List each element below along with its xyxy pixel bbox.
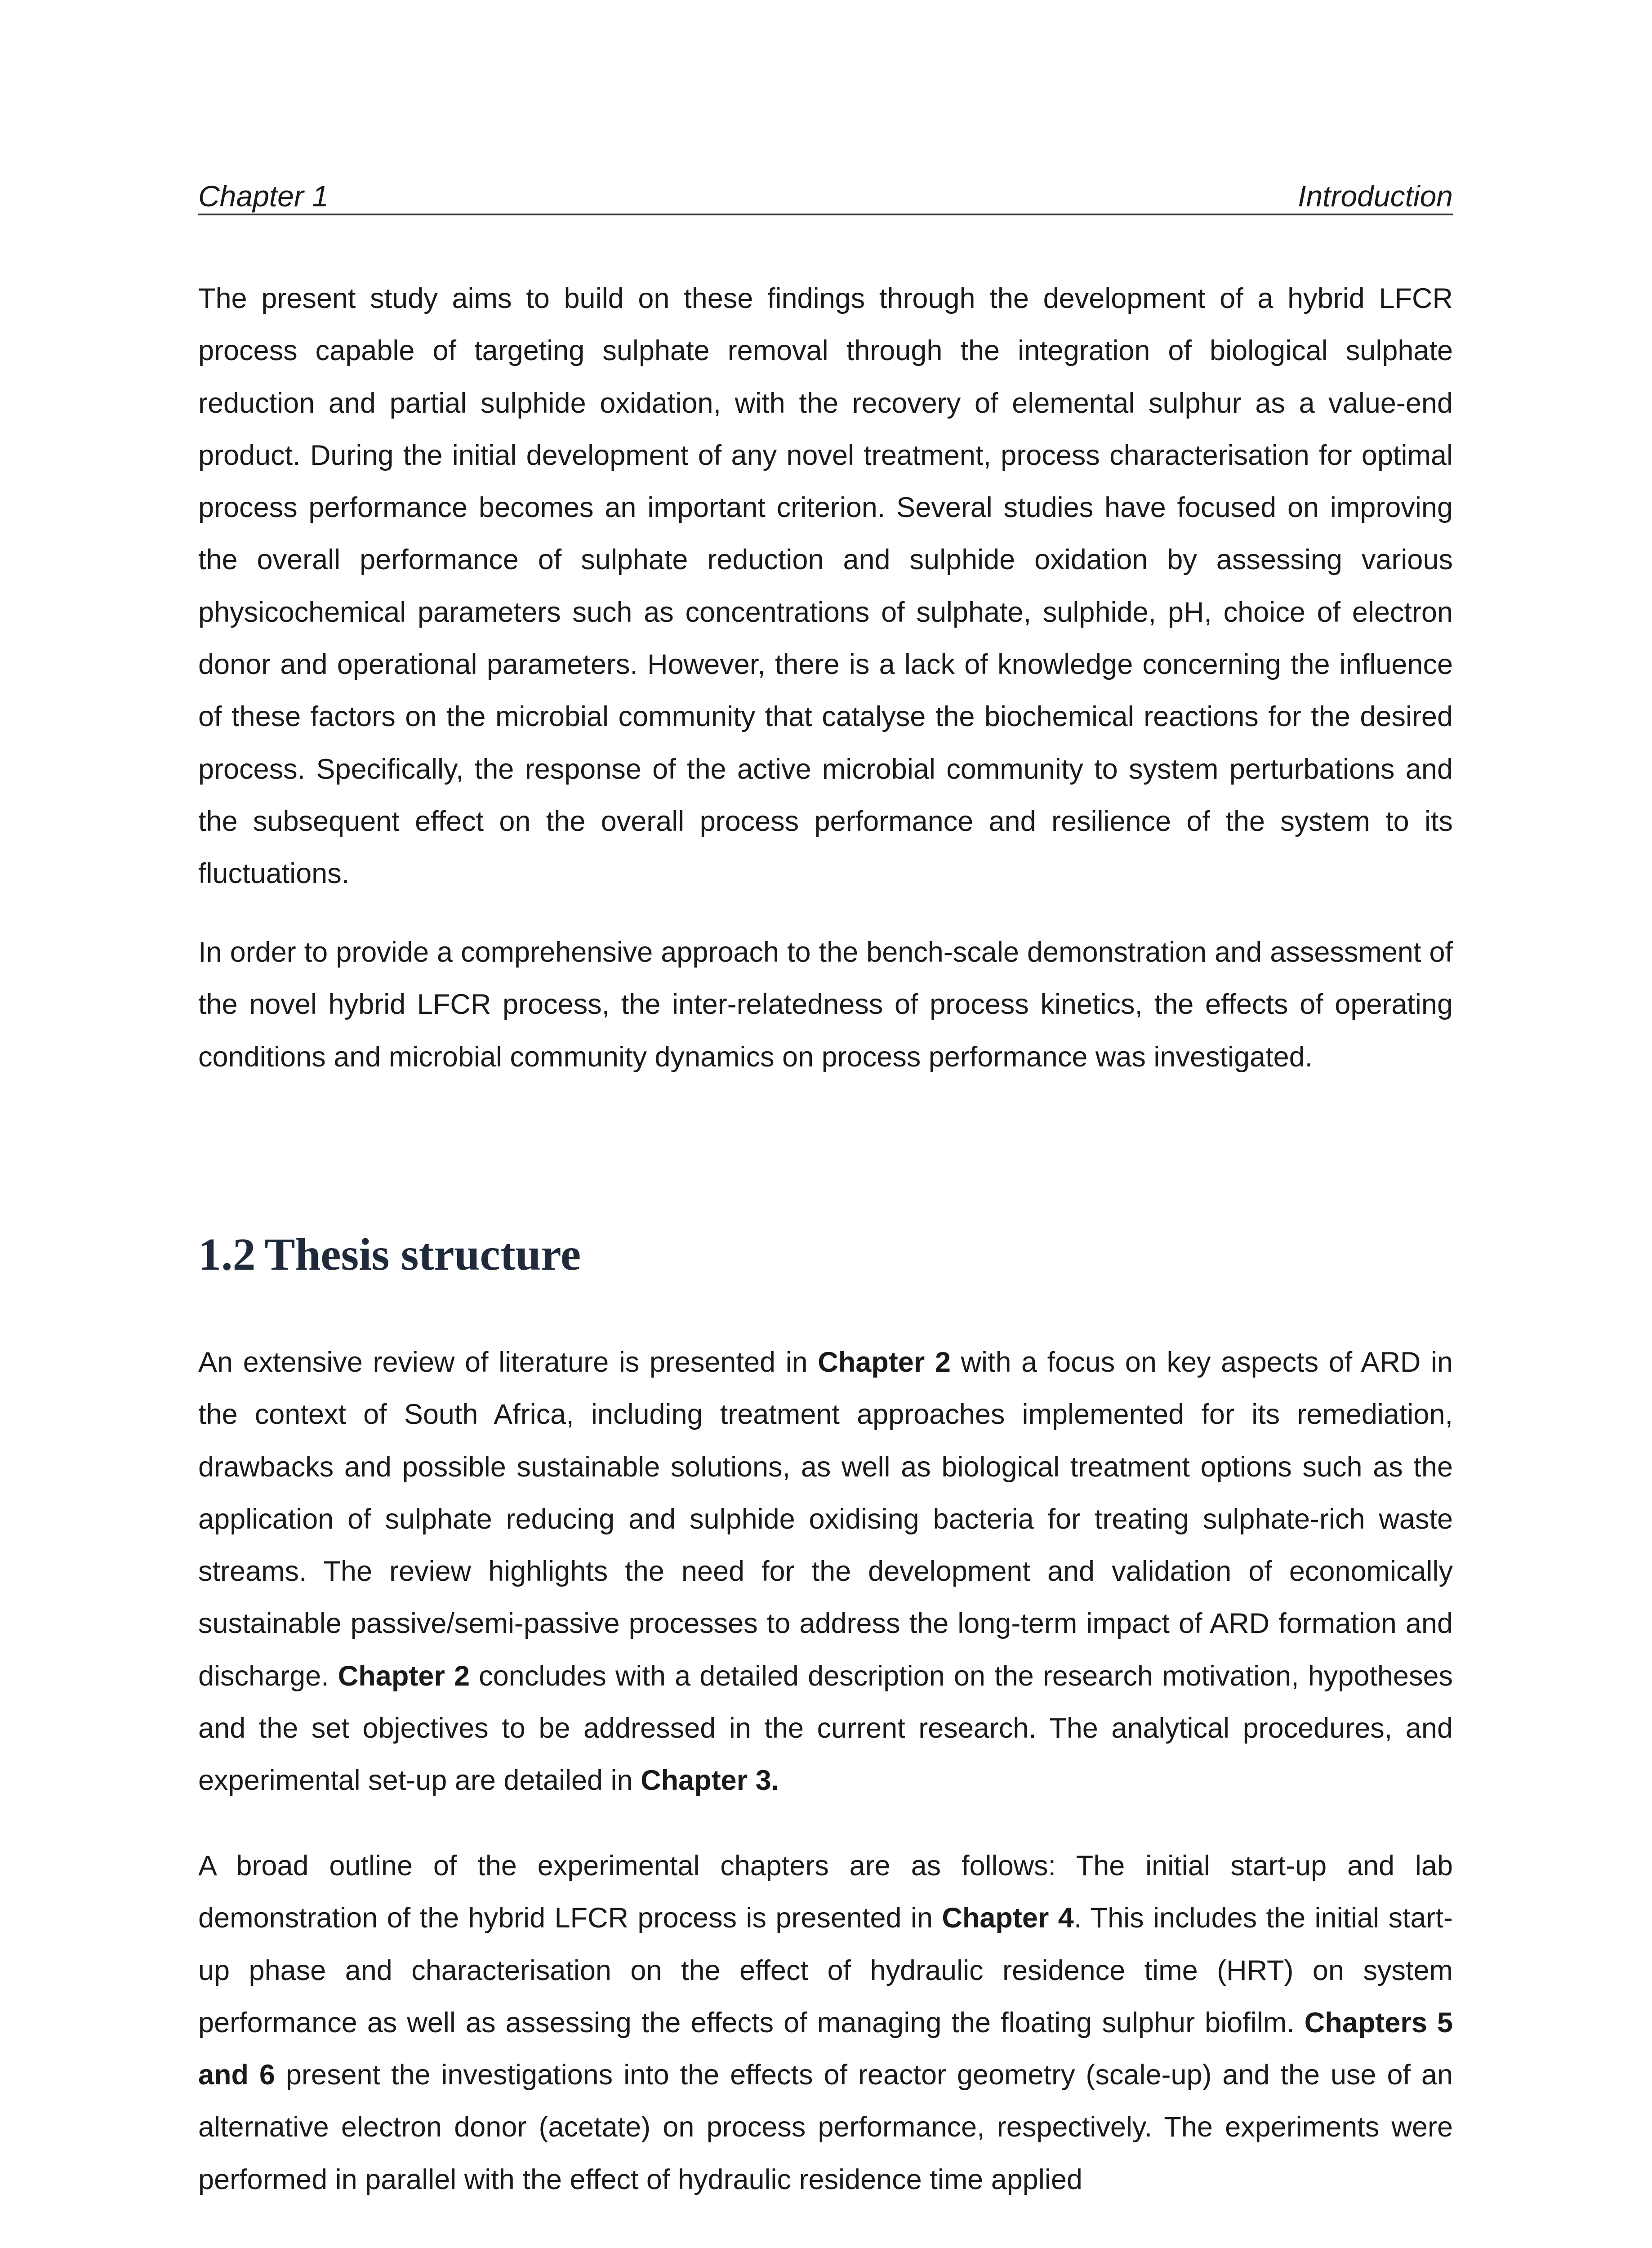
body-paragraph-2: In order to provide a comprehensive approach to the bench-scale demonstration and assessment of the novel hybrid LFCR process, the inter-relatedness of process kinetics, the effects of operating conditions and microbial community dynamics on process performance was investigated. — [198, 937, 1453, 1073]
running-header — [198, 169, 1453, 215]
chapter-4-reference: Chapter 4 — [942, 1902, 1074, 1934]
paragraph-3-text-3: concludes with a detailed description on the research motivation, hypotheses and the set objectives to be addressed in the current research. The analytical procedures, and experimental set-up are detailed in — [198, 1660, 1453, 1797]
section-number: 1.2 — [198, 1229, 256, 1280]
section-heading — [198, 1227, 581, 1282]
paragraph-4-text-3: present the investigations into the effects of reactor geometry (scale-up) and the use of an alternative electron donor (acetate) on process performance, respectively. The experiments were performed in parallel with the effect of hydraulic residence time applied — [198, 2059, 1453, 2195]
paragraph-4-text-2: . This includes the initial start-up phase and characterisation on the effect of hydraulic residence time (HRT) on system performance as well as assessing the effects of managing the floating sulphur biofilm. — [198, 1902, 1453, 2038]
header-section-title: Introduction — [1298, 179, 1453, 213]
chapter-2-reference-2: Chapter 2 — [338, 1660, 470, 1692]
header-chapter: Chapter 1 — [198, 179, 329, 213]
body-paragraph-1: The present study aims to build on these findings through the development of a hybrid LFCR process capable of targeting sulphate removal through the integration of biological sulphate reduction and partial sulphide oxidation, with the recovery of elemental sulphur as a value-end product. During the initial development of any novel treatment, process characterisation for optimal process performance becomes an important criterion. Several studies have focused on improving the overall performance of sulphate reduction and sulphide oxidation by assessing various physicochemical parameters such as concentrations of sulphate, sulphide, pH, choice of electron donor and operational parameters. However, there is a lack of knowledge concerning the influence of these factors on the microbial community that catalyse the biochemical reactions for the desired process. Specifically, the response of the active microbial community to system perturbations and the subsequent effect on the overall process performance and resilience of the system to its fluctuations. — [198, 283, 1453, 890]
body-paragraph-4 — [198, 1840, 1453, 2206]
chapter-2-reference: Chapter 2 — [818, 1347, 951, 1378]
paragraph-4-text-1: A broad outline of the experimental chapters are as follows: The initial start-up and lab demonstration of the hybrid LFCR process is presented in — [198, 1850, 1453, 1934]
chapter-3-reference: Chapter 3. — [641, 1765, 779, 1797]
chapters-5-6-reference: Chapters 5 and 6 — [198, 2007, 1453, 2091]
paragraph-3-text-1: An extensive review of literature is presented in — [198, 1347, 818, 1378]
body-paragraph-3 — [198, 1336, 1453, 1807]
section-title: Thesis structure — [264, 1229, 581, 1280]
paragraph-3-text-2: with a focus on key aspects of ARD in the context of South Africa, including treatment approaches implemented for its remediation, drawbacks and possible sustainable solutions, as well as biological treatment options such as the application of sulphate reducing and sulphide oxidising bacteria for treating sulphate-rich waste streams. The review highlights the need for the development and validation of economically sustainable passive/semi-passive processes to address the long-term impact of ARD formation and discharge. — [198, 1347, 1453, 1692]
